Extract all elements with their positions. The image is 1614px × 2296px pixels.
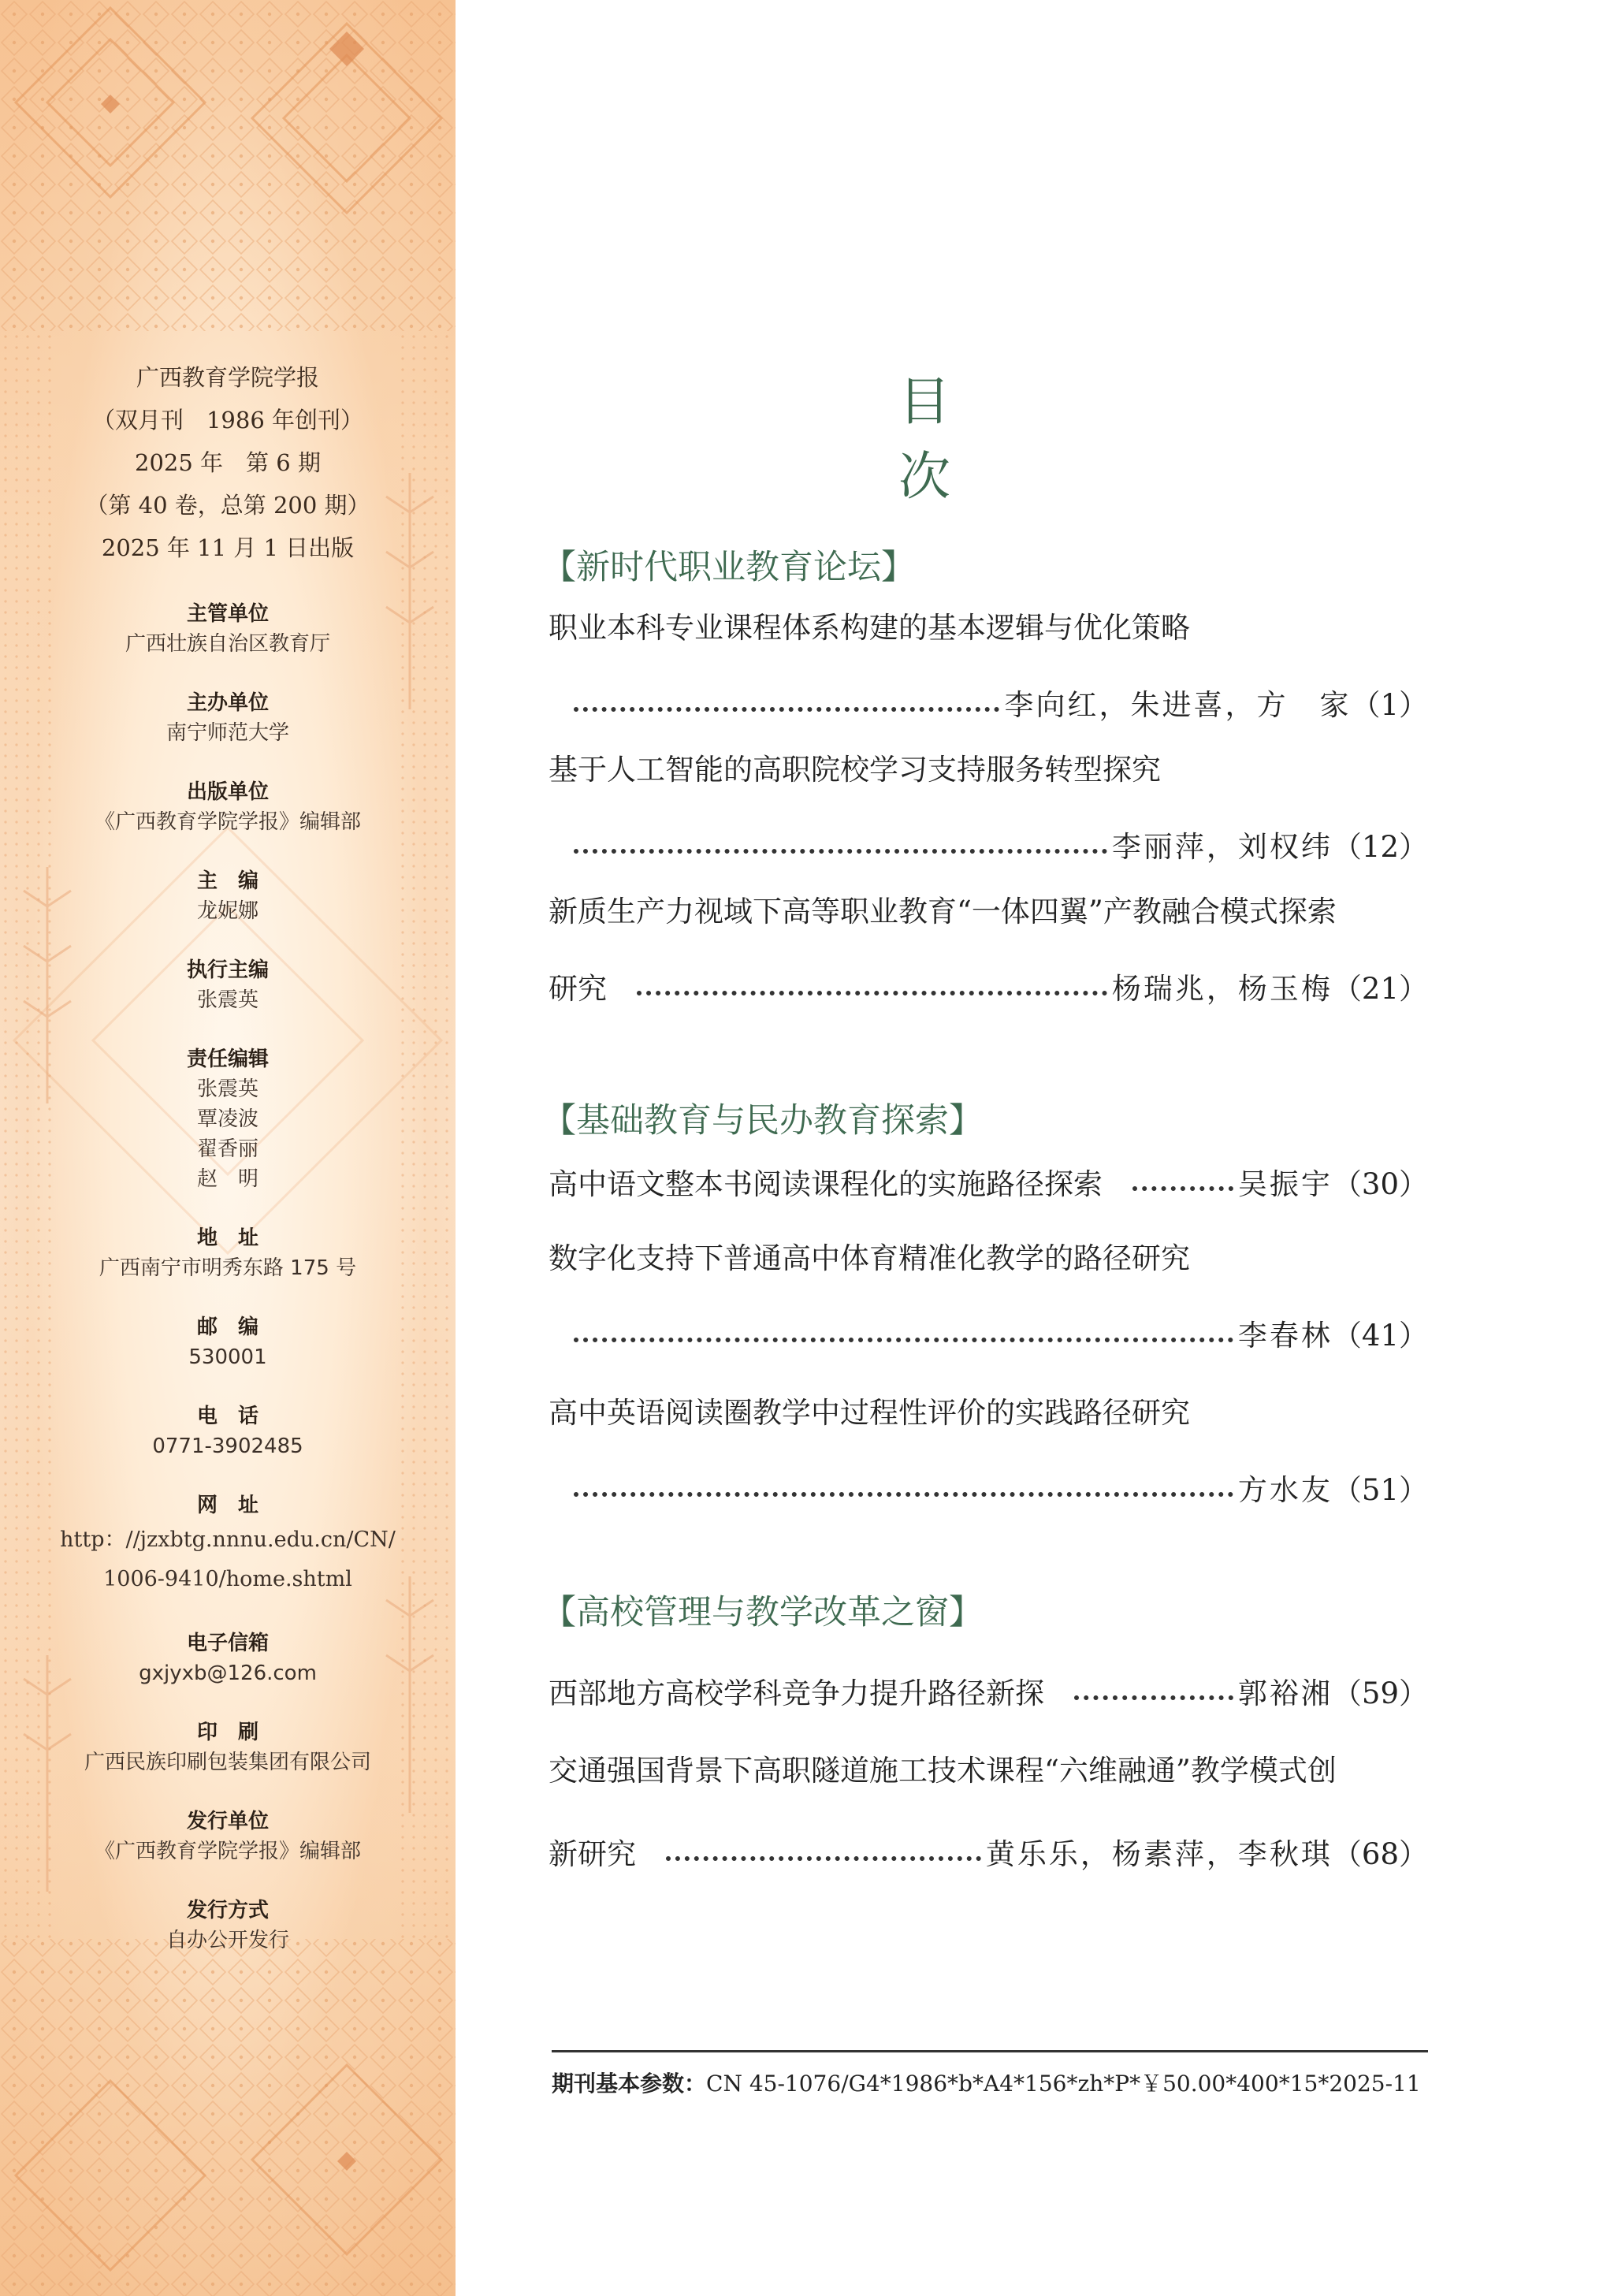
page-number: （68）: [1332, 1837, 1428, 1871]
info-label: 发行单位: [186, 1810, 269, 1833]
info-label: 印 刷: [196, 1721, 258, 1744]
article-authors: 黄乐乐，杨素萍，李秋琪: [985, 1837, 1333, 1871]
info-value: gxjyxb@126.com: [139, 1662, 317, 1685]
article-authors: 李春林: [1237, 1319, 1333, 1353]
masthead-line: （第 40 卷，总第 200 期）: [85, 492, 370, 519]
section-heading: 【高校管理与教学改革之窗】: [542, 1593, 983, 1632]
article-title: 西部地方高校学科竞争力提升路径新探: [549, 1676, 1044, 1710]
article-title[interactable]: 交通强国背景下高职隧道施工技术课程“六维融通”教学模式创: [549, 1754, 1337, 1788]
info-label: 网 址: [196, 1494, 258, 1517]
article-authors: 方水友: [1237, 1473, 1333, 1507]
article-title[interactable]: 高中英语阅读圈教学中过程性评价的实践路径研究: [549, 1396, 1190, 1430]
page-title: 目次: [898, 371, 1023, 507]
journal-parameters: [552, 2067, 1421, 2098]
toc-entry-line[interactable]: [549, 966, 1428, 1006]
toc-entry-line[interactable]: [549, 1671, 1428, 1710]
dot-leader: [574, 849, 1107, 854]
info-label: 电子信箱: [186, 1632, 269, 1655]
info-value: 广西民族印刷包装集团有限公司: [84, 1751, 371, 1774]
info-value: 赵 明: [196, 1167, 258, 1191]
info-group: [0, 688, 456, 748]
footer-rule: [552, 2050, 1428, 2052]
article-authors: 吴振宇: [1237, 1167, 1333, 1201]
info-value: http：//jzxbtg.nnnu.edu.cn/CN/: [60, 1528, 396, 1552]
article-title[interactable]: 新质生产力视域下高等职业教育“一体四翼”产教融合模式探索: [549, 895, 1337, 928]
article-authors: 李丽萍，刘权纬: [1111, 830, 1333, 864]
info-value: 《广西教育学院学报》编辑部: [94, 1840, 361, 1863]
section-heading: 【新时代职业教育论坛】: [542, 548, 915, 587]
decorative-sidebar: [0, 0, 456, 2296]
info-value: 1006-9410/home.shtml: [103, 1567, 352, 1591]
info-value: 广西南宁市明秀东路 175 号: [99, 1256, 357, 1280]
masthead-line: 广西教育学院学报: [136, 364, 319, 391]
info-group: [0, 1044, 456, 1194]
section-heading: 【基础教育与民办教育探索】: [542, 1101, 983, 1141]
article-title: 高中语文整本书阅读课程化的实施路径探索: [549, 1167, 1103, 1201]
info-group: [0, 866, 456, 926]
info-value: 《广西教育学院学报》编辑部: [94, 810, 361, 834]
info-label: 责任编辑: [186, 1048, 269, 1071]
info-group: [0, 1807, 456, 1866]
dot-leader: [637, 991, 1107, 995]
info-group: [0, 1223, 456, 1283]
info-value: 覃凌波: [196, 1107, 258, 1131]
info-value: 自办公开发行: [165, 1929, 289, 1952]
info-value: 张震英: [196, 988, 258, 1012]
info-group: [0, 1490, 456, 1599]
page-number: （41）: [1332, 1319, 1428, 1353]
info-group: [0, 955, 456, 1015]
masthead-line: （双月刊 1986 年创刊）: [91, 407, 364, 434]
article-title[interactable]: 基于人工智能的高职院校学习支持服务转型探究: [549, 753, 1161, 787]
page-number: （12）: [1332, 830, 1428, 864]
params-value: CN 45-1076/G4*1986*b*A4*156*zh*P*￥50.00*400*15*2025-11: [706, 2071, 1421, 2097]
article-title: 研究: [549, 972, 607, 1006]
params-label: 期刊基本参数：: [552, 2071, 707, 2097]
info-group: [0, 1312, 456, 1372]
article-authors: 杨瑞兆，杨玉梅: [1111, 972, 1333, 1006]
info-label: 主 编: [196, 869, 258, 893]
toc-entry-line[interactable]: [549, 1468, 1428, 1507]
dot-leader: [1074, 1695, 1233, 1700]
page-number: （21）: [1332, 972, 1428, 1006]
page-number: （30）: [1332, 1167, 1428, 1201]
info-value: 广西壮族自治区教育厅: [125, 632, 330, 656]
page-number: （51）: [1332, 1473, 1428, 1507]
info-group: [0, 599, 456, 659]
page-number: （59）: [1332, 1676, 1428, 1710]
info-value: 龙妮娜: [196, 899, 258, 923]
info-label: 出版单位: [186, 780, 269, 804]
article-authors: 郭裕湘: [1237, 1676, 1333, 1710]
dot-leader: [1132, 1186, 1233, 1191]
toc-entry-line[interactable]: [549, 1832, 1428, 1871]
article-title[interactable]: 数字化支持下普通高中体育精准化教学的路径研究: [549, 1241, 1190, 1275]
toc-entry-line[interactable]: [549, 824, 1428, 864]
page-number: （1）: [1351, 688, 1428, 722]
journal-masthead: [0, 356, 456, 569]
info-label: 邮 编: [196, 1315, 258, 1339]
dot-leader: [574, 1492, 1233, 1497]
info-label: 发行方式: [186, 1899, 269, 1922]
masthead-line: 2025 年 第 6 期: [135, 449, 321, 476]
info-value: 0771-3902485: [152, 1435, 303, 1458]
info-value: 530001: [188, 1345, 267, 1369]
info-label: 主办单位: [186, 691, 269, 715]
info-label: 执行主编: [186, 958, 269, 982]
toc-entry-line[interactable]: [549, 683, 1428, 722]
info-label: 地 址: [196, 1226, 258, 1250]
info-value: 南宁师范大学: [165, 721, 289, 745]
article-title[interactable]: 职业本科专业课程体系构建的基本逻辑与优化策略: [549, 611, 1190, 645]
info-group: [0, 1717, 456, 1777]
info-group: [0, 1896, 456, 1956]
dot-leader: [574, 1338, 1233, 1342]
toc-entry-line[interactable]: [549, 1162, 1428, 1201]
dot-leader: [574, 707, 999, 712]
toc-entry-line[interactable]: [549, 1313, 1428, 1353]
dot-leader: [666, 1856, 981, 1861]
masthead-line: 2025 年 11 月 1 日出版: [101, 534, 355, 561]
info-value: 翟香丽: [196, 1137, 258, 1161]
article-title: 新研究: [549, 1837, 636, 1871]
article-authors: 李向红，朱进喜，方 家: [1004, 688, 1352, 722]
info-label: 电 话: [196, 1405, 258, 1428]
publication-info: [0, 599, 456, 1985]
info-label: 主管单位: [186, 602, 269, 626]
info-value: 张震英: [196, 1077, 258, 1101]
info-group: [0, 1401, 456, 1461]
info-group: [0, 777, 456, 837]
info-group: [0, 1628, 456, 1688]
